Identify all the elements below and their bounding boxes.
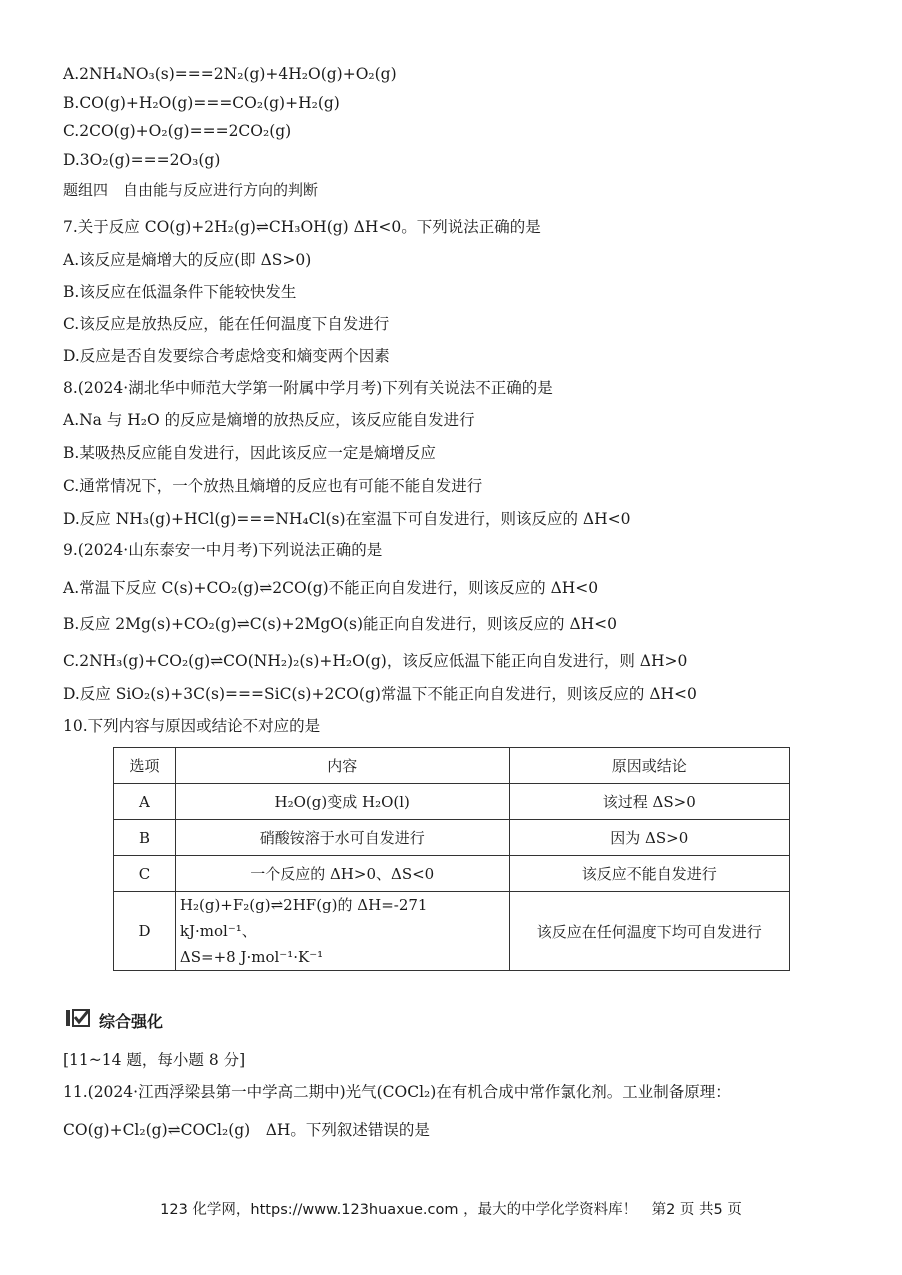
question-10: 10.下列内容与原因或结论不对应的是 (63, 717, 321, 735)
question-11-equation: CO(g)+Cl₂(g)⇌COCl₂(g) ΔH。下列叙述错误的是 (63, 1121, 430, 1139)
row-option: D (114, 892, 176, 971)
q9-option-c: C.2NH₃(g)+CO₂(g)⇌CO(NH₂)₂(s)+H₂O(g)，该反应低温下能正向自发进行，则 ΔH>0 (63, 652, 688, 670)
checkbox-icon (65, 1008, 91, 1032)
row-reason: 该反应在任何温度下均可自发进行 (509, 892, 789, 971)
question-7: 7.关于反应 CO(g)+2H₂(g)⇌CH₃OH(g) ΔH<0。下列说法正确的是 (63, 218, 541, 236)
option-line-d: D.3O₂(g)===2O₃(g) (63, 151, 221, 169)
options-table (113, 747, 790, 971)
row-reason: 该反应不能自发进行 (509, 856, 789, 892)
row-content: 硝酸铵溶于水可自发进行 (175, 820, 509, 856)
q7-option-b: B.该反应在低温条件下能较快发生 (63, 283, 297, 301)
page-footer: 123 化学网，https://www.123huaxue.com ，最大的中学化学资料库！ 第2 页 共5 页 (160, 1202, 742, 1218)
row-option: B (114, 820, 176, 856)
section-heading: 题组四 自由能与反应进行方向的判断 (63, 181, 319, 199)
row-content-line: H₂(g)+F₂(g)⇌2HF(g)的 ΔH=-271 kJ·mol⁻¹、 (179, 896, 428, 940)
q8-option-d: D.反应 NH₃(g)+HCl(g)===NH₄Cl(s)在室温下可自发进行，则该反应的 ΔH<0 (63, 510, 631, 528)
header-content: 内容 (175, 748, 509, 784)
table-row (114, 784, 790, 820)
table-header-row (114, 748, 790, 784)
row-option: C (114, 856, 176, 892)
q7-option-a: A.该反应是熵增大的反应(即 ΔS>0) (63, 251, 312, 269)
question-11: 11.(2024·江西浮梁县第一中学高二期中)光气(COCl₂)在有机合成中常作氯化剂。工业制备原理： (63, 1083, 731, 1101)
row-content: 一个反应的 ΔH>0、ΔS<0 (175, 856, 509, 892)
q8-option-a: A.Na 与 H₂O 的反应是熵增的放热反应，该反应能自发进行 (63, 411, 475, 429)
q9-option-a: A.常温下反应 C(s)+CO₂(g)⇌2CO(g)不能正向自发进行，则该反应的 ΔH<0 (63, 579, 599, 597)
option-line-c: C.2CO(g)+O₂(g)===2CO₂(g) (63, 122, 292, 140)
row-reason: 该过程 ΔS>0 (509, 784, 789, 820)
q9-option-b: B.反应 2Mg(s)+CO₂(g)⇌C(s)+2MgO(s)能正向自发进行，则该反应的 ΔH<0 (63, 615, 618, 633)
table-row (114, 820, 790, 856)
row-content-line: ΔS=+8 J·mol⁻¹·K⁻¹ (179, 948, 324, 966)
table-row (114, 856, 790, 892)
q8-option-c: C.通常情况下，一个放热且熵增的反应也有可能不能自发进行 (63, 477, 483, 495)
header-reason: 原因或结论 (509, 748, 789, 784)
strengthen-title: 综合强化 (99, 1011, 164, 1031)
option-line-b: B.CO(g)+H₂O(g)===CO₂(g)+H₂(g) (63, 94, 340, 112)
q7-option-c: C.该反应是放热反应，能在任何温度下自发进行 (63, 315, 390, 333)
scoring-note: [11~14 题，每小题 8 分] (63, 1051, 246, 1069)
row-reason: 因为 ΔS>0 (509, 820, 789, 856)
question-8: 8.(2024·湖北华中师范大学第一附属中学月考)下列有关说法不正确的是 (63, 379, 553, 397)
strengthen-heading (65, 1008, 163, 1032)
table-row (114, 892, 790, 971)
header-option: 选项 (114, 748, 176, 784)
row-content: H₂O(g)变成 H₂O(l) (175, 784, 509, 820)
row-content (175, 892, 509, 971)
question-9: 9.(2024·山东泰安一中月考)下列说法正确的是 (63, 541, 383, 559)
option-line-a: A.2NH₄NO₃(s)===2N₂(g)+4H₂O(g)+O₂(g) (63, 65, 397, 83)
q7-option-d: D.反应是否自发要综合考虑焓变和熵变两个因素 (63, 347, 390, 365)
q9-option-d: D.反应 SiO₂(s)+3C(s)===SiC(s)+2CO(g)常温下不能正向自发进行，则该反应的 ΔH<0 (63, 685, 697, 703)
row-option: A (114, 784, 176, 820)
q8-option-b: B.某吸热反应能自发进行，因此该反应一定是熵增反应 (63, 444, 436, 462)
